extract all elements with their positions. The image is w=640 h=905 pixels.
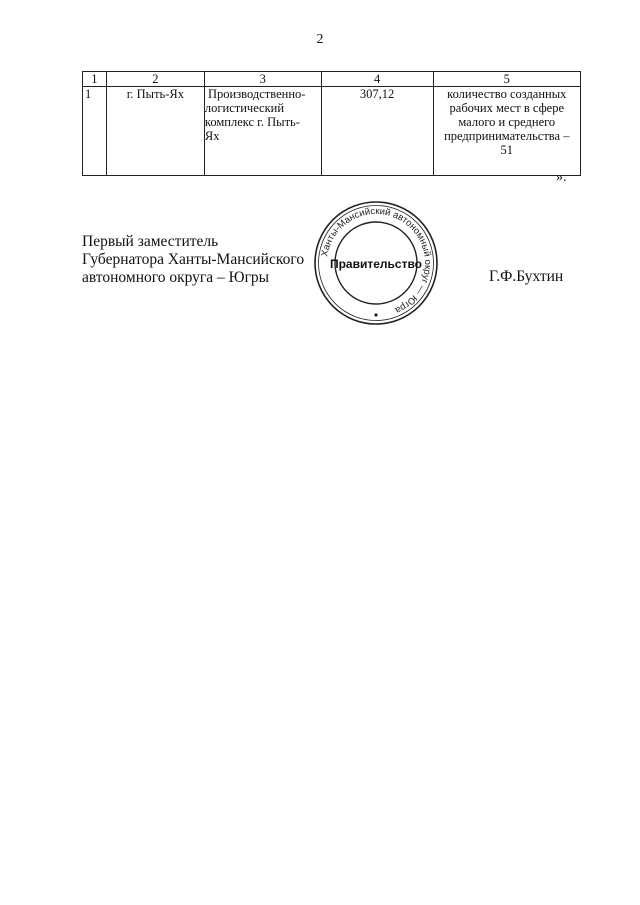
object-line: Ях [204,129,220,143]
city-cell: г. Пыть-Ях [106,87,204,176]
indicator-line: 51 [500,143,514,157]
table-header-row [83,72,581,87]
signer-title [82,233,304,287]
indicator-line: рабочих мест в сфере [449,101,565,115]
indicator-line: количество созданных [447,87,567,101]
page-number: 2 [316,32,324,47]
signer-title-line: Первый заместитель [82,233,219,250]
header-cell-3: 3 [204,72,321,87]
signer-title-line: автономного округа – Югры [82,269,270,286]
object-cell [204,87,321,176]
header-cell-1: 1 [83,72,107,87]
amount-cell: 307,12 [321,87,433,176]
seal-ring-text: Ханты-Мансийский автономный округ — Югра [319,205,434,316]
indicator-cell [433,87,580,176]
object-line: комплекс г. Пыть- [204,115,300,129]
data-table [82,71,581,176]
seal-dot [374,313,377,316]
object-line: Производственно- [204,87,306,101]
object-line: логистический [204,101,285,115]
closing-quote: ». [556,170,567,185]
seal-icon [311,198,441,328]
row-number-cell: 1 [83,87,107,176]
indicator-line: малого и среднего [458,115,556,129]
seal-center-text: Правительство [329,257,423,271]
signer-name: Г.Ф.Бухтин [489,268,564,285]
header-cell-4: 4 [321,72,433,87]
table-row [83,87,581,176]
header-cell-2: 2 [106,72,204,87]
indicator-line: предпринимательства – [444,129,570,143]
signer-title-line: Губернатора Ханты-Мансийского [82,251,305,268]
official-seal [311,198,441,328]
header-cell-5: 5 [433,72,580,87]
